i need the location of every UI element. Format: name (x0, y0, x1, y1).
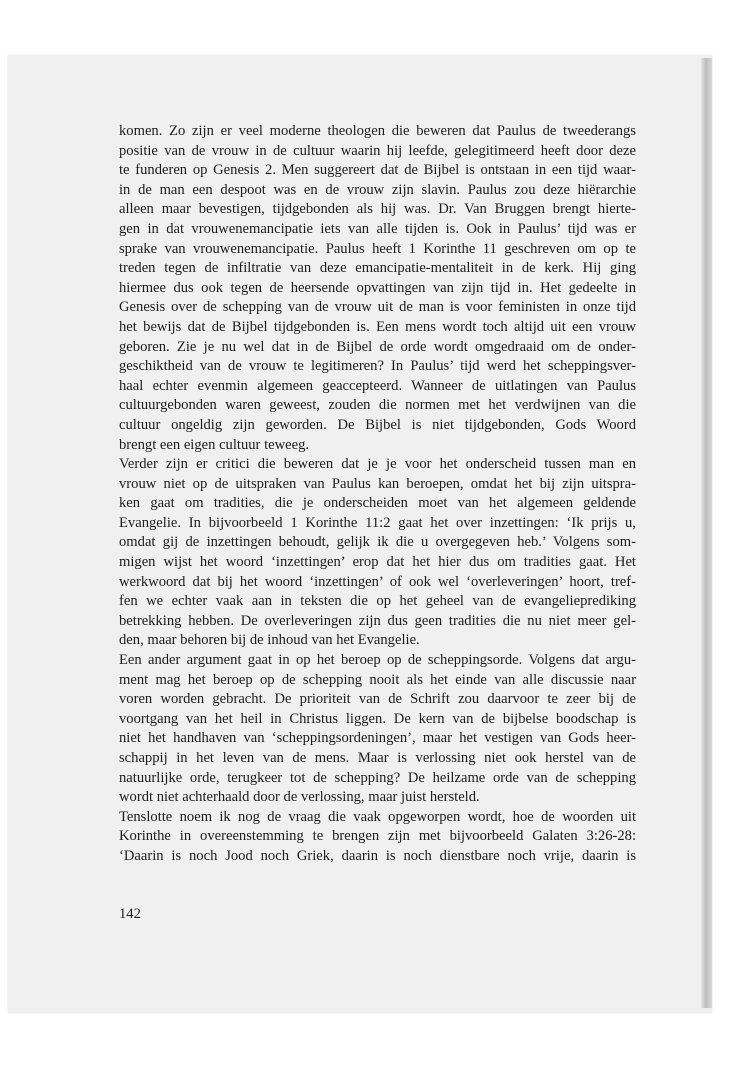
body-text (119, 122, 636, 867)
text-line: den, maar behoren bij de inhoud van het Evangelie. (119, 632, 420, 649)
text-line: komen. Zo zijn er veel moderne theologen die beweren dat Paulus de tweederangs (119, 123, 636, 139)
text-line: schappij in het leven van de mens. Maar is verlossing niet ook herstel van de (119, 750, 636, 766)
page-edge (701, 58, 712, 1008)
text-line: Evangelie. In bijvoorbeeld 1 Korinthe 11:2 gaat het over inzettingen: ‘Ik prijs u, (119, 514, 636, 531)
text-line: brengt een eigen cultuur teweeg. (119, 436, 310, 453)
text-line: treden tegen de infiltratie van deze emancipatie-mentaliteit in de kerk. Hij ging (119, 260, 636, 277)
text-line: omdat gij de inzettingen behoudt, gelijk ik die u overgegeven heb.’ Volgens som- (119, 534, 636, 551)
text-line: geboren. Zie je nu wel dat in de Bijbel de orde wordt omgedraaid om de onder- (119, 338, 636, 355)
text-line: sprake van vrouwenemancipatie. Paulus heeft 1 Korinthe 11 geschreven om op te (119, 240, 636, 257)
text-line: hiermee dus ook tegen de heersende opvattingen van zijn tijd in. Het gedeelte in (119, 279, 636, 296)
text-line: migen wijst het woord ‘inzettingen’ erop dat het hier dus om tradities gaat. Het (119, 554, 636, 571)
text-line: te funderen op Genesis 2. Men suggereert dat de Bijbel is ontstaan in een tijd waar- (119, 162, 636, 179)
text-line: betrekking hebben. De overleveringen zijn dus geen tradities die nu niet meer gel- (119, 612, 636, 629)
text-line: positie van de vrouw in de cultuur waarin hij leefde, gelegitimeerd heeft door deze (119, 142, 636, 159)
text-line: ment mag het beroep op de schepping nooit als het einde van alle discussie naar (119, 671, 636, 688)
text-line: voren worden gebracht. De prioriteit van de Schrift zou daarvoor te zeer bij de (119, 691, 636, 708)
text-line: geschiktheid van de vrouw te legitimeren? In Paulus’ tijd werd het scheppingsver- (119, 358, 636, 375)
text-line: natuurlijke orde, terugkeer tot de schepping? De heilzame orde van de schepping (119, 769, 636, 786)
text-line: gen in dat vrouwenemancipatie iets van alle tijden is. Ook in Paulus’ tijd was er (119, 220, 636, 237)
text-line: cultuur ongeldig zijn geworden. De Bijbel is niet tijdgebonden, Gods Woord (119, 416, 636, 433)
text-line: Korinthe in overeenstemming te brengen zijn met bijvoorbeeld Galaten 3:26-28: (119, 828, 636, 845)
text-line: in de man een despoot was en de vrouw zijn slavin. Paulus zou deze hiërarchie (119, 181, 636, 198)
text-line: wordt niet achterhaald door de verlossing, maar juist hersteld. (119, 789, 480, 806)
text-line: vrouw niet op de uitspraken van Paulus kan beroepen, omdat het bij zijn uitspra- (119, 475, 636, 492)
text-line: ken gaat om tradities, die je onderscheiden moet van het algemeen geldende (119, 495, 636, 512)
text-line: alleen maar bevestigen, tijdgebonden als hij was. Dr. Van Bruggen brengt hierte- (119, 201, 636, 218)
page-number: 142 (119, 906, 141, 922)
text-line: Tenslotte noem ik nog de vraag die vaak opgeworpen wordt, hoe de woorden uit (119, 808, 636, 825)
text-line: cultuurgebonden waren geweest, zouden die normen met het verdwijnen van die (119, 397, 636, 414)
text-line: ‘Daarin is noch Jood noch Griek, daarin is noch dienstbare noch vrije, daarin is (119, 847, 636, 864)
text-line: fen we echter vaak aan in teksten die op het geheel van de evangelieprediking (119, 593, 636, 610)
text-line: niet het handhaven van ‘scheppingsordeningen’, maar het vestigen van Gods heer- (119, 730, 636, 747)
text-line: haal echter evenmin algemeen geaccepteerd. Wanneer de uitlatingen van Paulus (119, 377, 636, 394)
text-line: Verder zijn er critici die beweren dat je je voor het onderscheid tussen man en (119, 456, 636, 473)
text-line: werkwoord dat bij het woord ‘inzettingen’ of ook wel ‘overleveringen’ hoort, tref- (119, 573, 636, 590)
text-line: het bewijs dat de Bijbel tijdgebonden is. Een mens wordt toch altijd uit een vrouw (119, 318, 636, 335)
text-line: Een ander argument gaat in op het beroep op de scheppingsorde. Volgens dat argu- (119, 652, 636, 669)
text-line: Genesis over de schepping van de vrouw uit de man is voor feministen in onze tijd (119, 299, 636, 316)
text-line: voortgang van het heil in Christus liggen. De kern van de bijbelse boodschap is (119, 710, 636, 727)
